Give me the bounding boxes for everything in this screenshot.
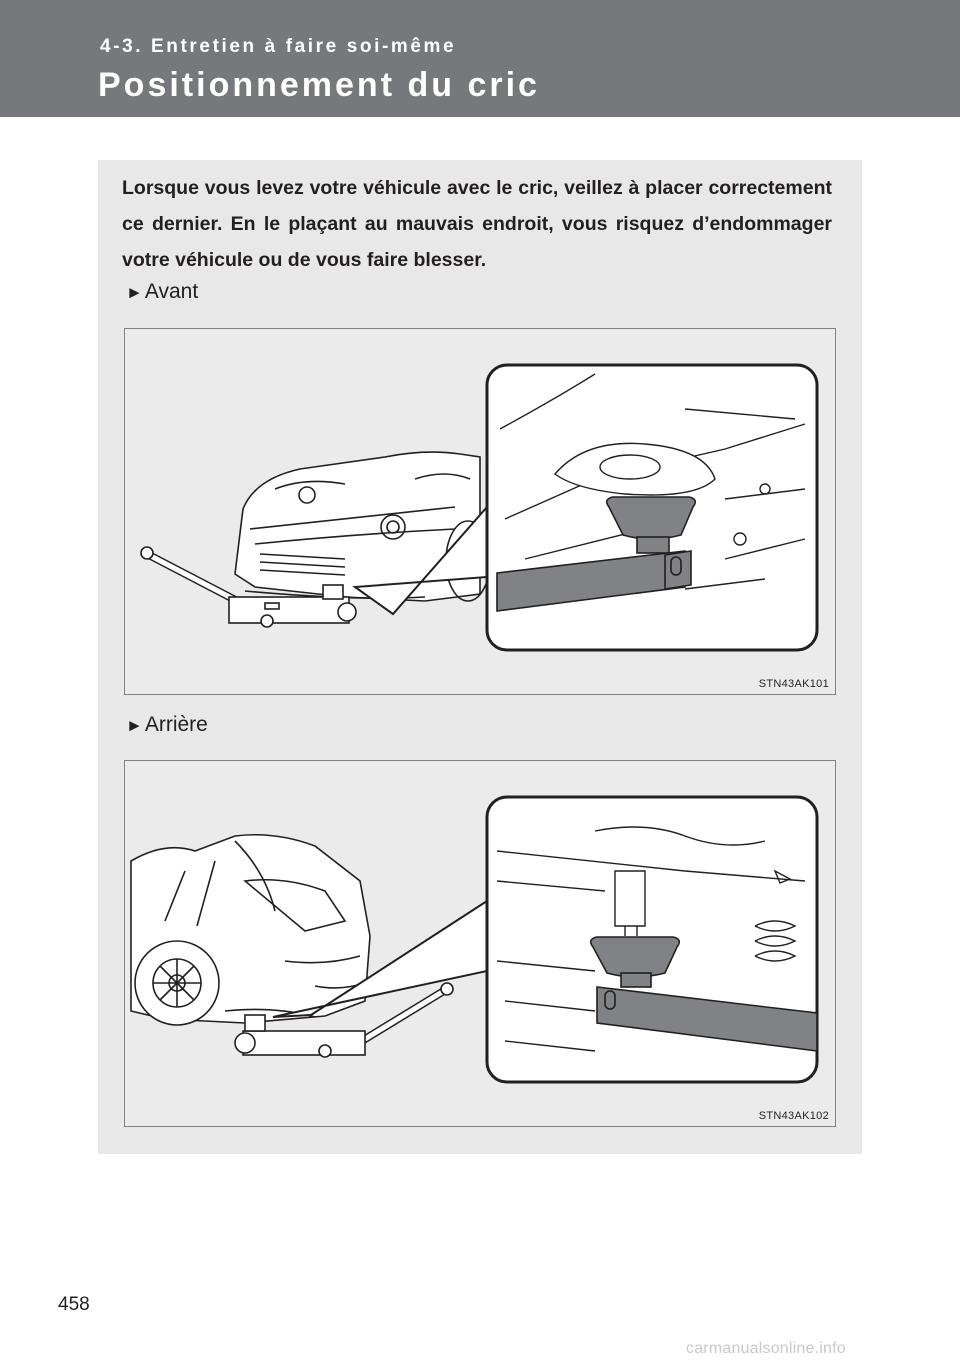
page-header [0,0,960,117]
triangle-bullet-icon: ► [126,716,143,735]
rear-detail-inset [487,797,817,1082]
figure-code-rear: STN43AK102 [758,1110,829,1122]
figure-code-front: STN43AK101 [758,678,829,690]
rear-jack-illustration [125,761,837,1128]
caption-rear [126,713,208,737]
front-detail-inset [487,365,817,650]
figure-front-jack-point [124,328,836,695]
page-number: 458 [58,1294,90,1315]
page-title: Positionnement du cric [98,66,540,104]
figure-rear-jack-point [124,760,836,1127]
watermark: carmanualsonline.info [686,1340,846,1357]
caption-rear-label: Arrière [144,713,208,736]
section-label: 4-3. Entretien à faire soi-même [100,36,457,57]
car-rear-drawing [131,835,370,1025]
front-jack-illustration [125,329,837,696]
triangle-bullet-icon: ► [126,283,143,302]
caption-front-label: Avant [144,280,199,303]
caption-front [126,280,198,304]
intro-paragraph: Lorsque vous levez votre véhicule avec le cric, veillez à placer correctement ce dernier. En le plaçant au mauvais endroit, vous risquez d’endommager votre véhicule ou de vous faire blesser. [122,177,832,271]
